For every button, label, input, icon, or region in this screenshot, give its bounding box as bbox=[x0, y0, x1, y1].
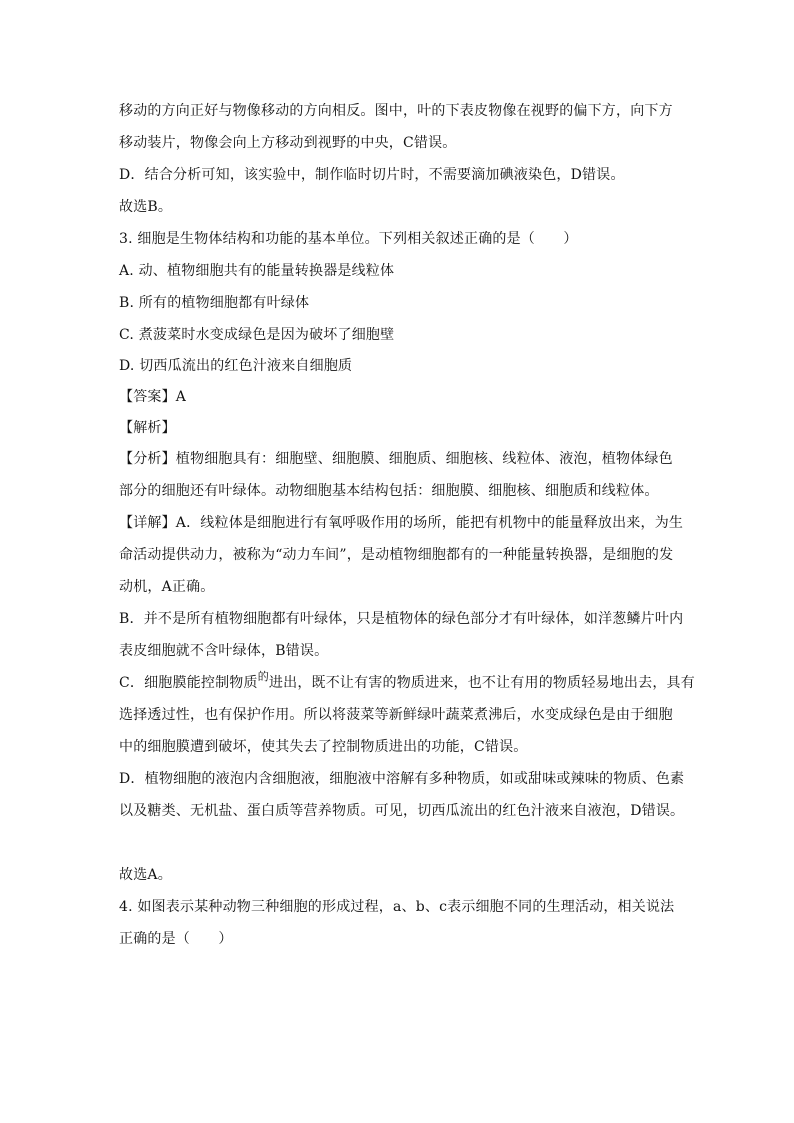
option-a: A. 动、植物细胞共有的能量转换器是线粒体 bbox=[119, 263, 395, 279]
option-d: D. 切西瓜流出的红色汁液来自细胞质 bbox=[119, 358, 353, 374]
question-3-stem: 3. 细胞是生物体结构和功能的基本单位。下列相关叙述正确的是（ ） bbox=[119, 231, 578, 247]
superscript-char: 的 bbox=[257, 670, 269, 683]
text-line: 移动的方向正好与物像移动的方向相反。图中，叶的下表皮物像在视野的偏下方，向下方 bbox=[119, 103, 673, 119]
option-b: B. 所有的植物细胞都有叶绿体 bbox=[119, 295, 310, 311]
answer-label: 【答案】A bbox=[119, 389, 187, 405]
text-line bbox=[119, 670, 695, 694]
text-segment: C．细胞膜能控制物质 bbox=[119, 675, 258, 691]
text-line: 选择透过性，也有保护作用。所以将菠菜等新鲜绿叶蔬菜煮沸后，水变成绿色是由于细胞 bbox=[119, 707, 673, 723]
text-line: D．结合分析可知，该实验中，制作临时切片时，不需要滴加碘液染色，D错误。 bbox=[119, 167, 625, 183]
text-line: B．并不是所有植物细胞都有叶绿体，只是植物体的绿色部分才有叶绿体，如洋葱鳞片叶内 bbox=[119, 611, 684, 627]
text-line: 动机，A正确。 bbox=[119, 579, 215, 595]
text-line: 表皮细胞就不含叶绿体，B错误。 bbox=[119, 643, 329, 659]
option-c: C. 煮菠菜时水变成绿色是因为破坏了细胞壁 bbox=[119, 327, 395, 343]
text-line: 部分的细胞还有叶绿体。动物细胞基本结构包括：细胞膜、细胞核、细胞质和线粒体。 bbox=[119, 483, 659, 499]
text-line: D．植物细胞的液泡内含细胞液，细胞液中溶解有多种物质，如或甜味或辣味的物质、色素 bbox=[119, 771, 685, 787]
text-line: 故选B。 bbox=[119, 199, 173, 215]
text-segment: 进出，既不让有害的物质进来，也不让有用的物质轻易地出去，具有 bbox=[268, 675, 695, 691]
text-line: 命活动提供动力，被称为“动力车间”，是动植物细胞都有的一种能量转换器，是细胞的发 bbox=[119, 547, 674, 563]
text-line: 【详解】A．线粒体是细胞进行有氧呼吸作用的场所，能把有机物中的能量释放出来，为生 bbox=[119, 515, 684, 531]
text-line: 以及糖类、无机盐、蛋白质等营养物质。可见，切西瓜流出的红色汁液来自液泡，D错误。 bbox=[119, 803, 685, 819]
question-4-stem: 4. 如图表示某种动物三种细胞的形成过程，a、b、c表示细胞不同的生理活动，相关说法 bbox=[119, 899, 675, 915]
text-line: 【分析】植物细胞具有：细胞壁、细胞膜、细胞质、细胞核、线粒体、液泡，植物体绿色 bbox=[119, 451, 673, 467]
text-line: 移动装片，物像会向上方移动到视野的中央，C错误。 bbox=[119, 135, 457, 151]
text-line: 正确的是（ ） bbox=[119, 931, 233, 947]
text-line: 中的细胞膜遭到破坏，使其失去了控制物质进出的功能，C错误。 bbox=[119, 739, 528, 755]
analysis-label: 【解析】 bbox=[119, 420, 176, 436]
text-line: 故选A。 bbox=[119, 867, 172, 883]
